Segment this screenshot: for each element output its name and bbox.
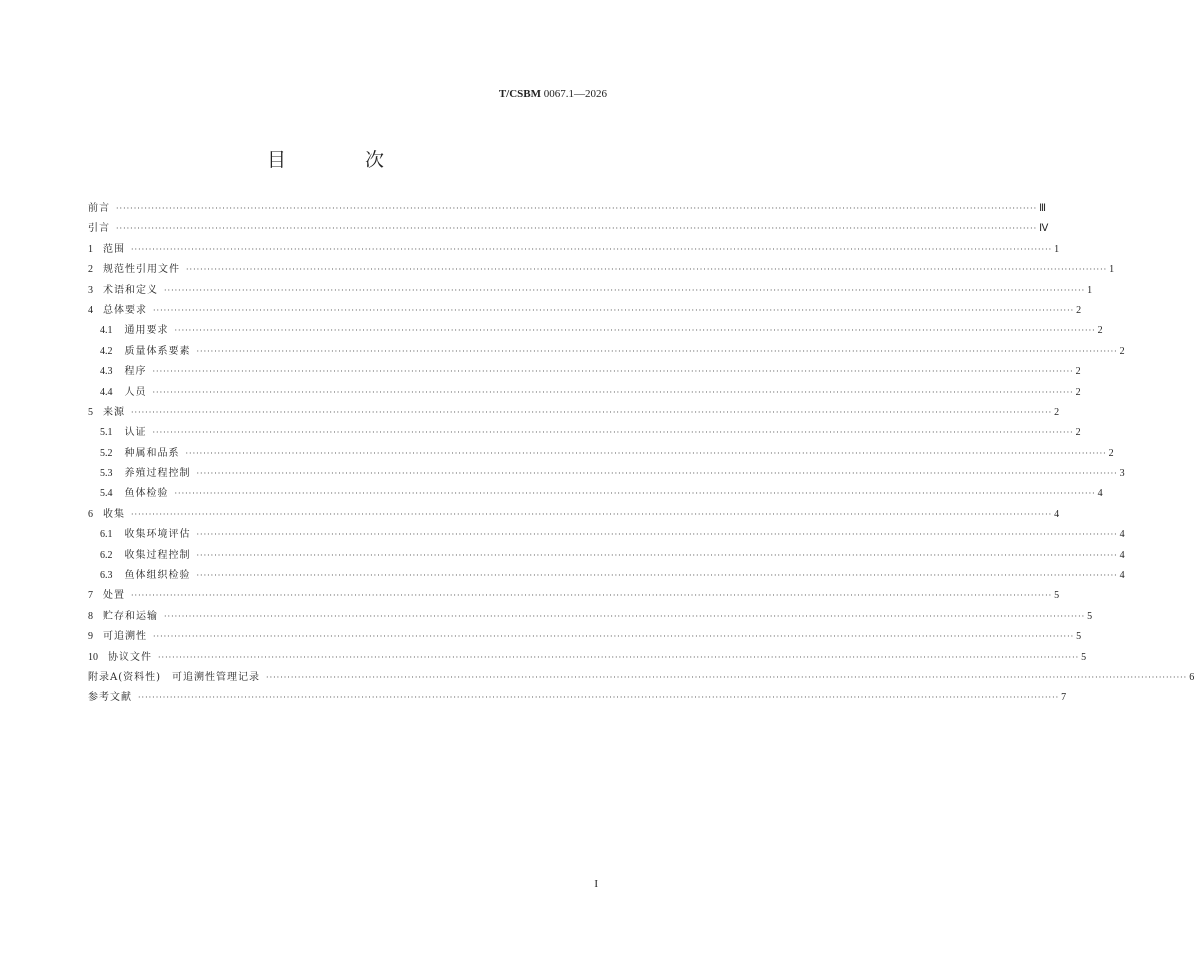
toc-entry-label: 来源 — [103, 406, 125, 418]
toc-entry-label: 前言 — [88, 203, 110, 214]
toc-leader-dots: ···································································································································································································································································· — [138, 693, 1060, 703]
toc-entry[interactable] — [88, 342, 1125, 362]
toc-leader-dots: ···································································································································································································································································· — [164, 611, 1086, 621]
toc-entry-page: 2 — [1076, 304, 1082, 316]
toc-entry-page: 5 — [1076, 631, 1082, 643]
toc-leader-dots: ···································································································································································································································································· — [196, 346, 1118, 356]
toc-entry[interactable] — [88, 301, 1082, 321]
toc-leader-dots: ···································································································································································································································································· — [152, 387, 1074, 397]
toc-entry-label: 附录A(资料性) 可追溯性管理记录 — [88, 671, 261, 683]
toc-entry-label: 范围 — [103, 243, 125, 255]
toc-entry-number: 5.2 — [100, 447, 113, 459]
toc-entry[interactable] — [88, 219, 1049, 239]
toc-entry-label: 处置 — [103, 590, 125, 602]
toc-leader-dots: ···································································································································································································································································· — [164, 285, 1086, 295]
toc-entry-page: 2 — [1054, 406, 1060, 418]
toc-entry-label: 引言 — [88, 223, 110, 235]
toc-entry-number: 4.3 — [100, 366, 113, 378]
toc-entry-label: 收集环境评估 — [124, 529, 191, 541]
toc-entry[interactable] — [88, 668, 1194, 688]
toc-entry[interactable] — [88, 321, 1103, 341]
toc-leader-dots: ···································································································································································································································································· — [153, 632, 1075, 642]
toc-entry-page: 4 — [1119, 549, 1125, 561]
toc-entry-number: 1 — [88, 243, 93, 255]
toc-entry[interactable] — [88, 648, 1087, 668]
toc-entry-label: 协议文件 — [108, 651, 152, 663]
toc-entry-label: 种属和品系 — [124, 447, 180, 459]
toc-entry-label: 贮存和运输 — [103, 610, 158, 622]
toc-entry[interactable] — [88, 525, 1125, 545]
standard-code-prefix: T/CSBM — [498, 88, 541, 100]
toc-leader-dots: ···································································································································································································································································· — [131, 509, 1053, 519]
toc-entry-label: 可追溯性 — [103, 631, 147, 643]
toc-leader-dots: ···································································································································································································································································· — [185, 448, 1107, 458]
toc-entry[interactable] — [88, 484, 1103, 504]
toc-entry[interactable] — [88, 627, 1082, 647]
toc-entry-page: Ⅳ — [1039, 223, 1049, 235]
toc-entry-number: 5 — [88, 406, 93, 418]
toc-entry-label: 鱼体检验 — [124, 488, 169, 500]
toc-entry-page: 5 — [1054, 590, 1060, 602]
toc-entry-number: 4.2 — [100, 345, 113, 357]
toc-entry-label: 收集过程控制 — [124, 549, 191, 561]
toc-entry-page: 6 — [1189, 671, 1194, 683]
toc-entry[interactable] — [88, 362, 1081, 382]
toc-leader-dots: ···································································································································································································································································· — [196, 571, 1118, 581]
toc-leader-dots: ···································································································································································································································································· — [174, 489, 1096, 499]
toc-entry-page: 2 — [1075, 366, 1081, 378]
toc-entry-label: 总体要求 — [103, 304, 147, 316]
toc-entry-number: 4 — [88, 304, 93, 316]
toc-leader-dots: ···································································································································································································································································· — [153, 305, 1075, 315]
toc-entry-label: 认证 — [124, 427, 147, 439]
toc-entry[interactable] — [88, 688, 1067, 708]
toc-entry[interactable] — [88, 464, 1125, 484]
toc-entry-page: 1 — [1109, 264, 1115, 276]
toc-entry-page: 5 — [1087, 610, 1093, 622]
toc-entry-label: 鱼体组织检验 — [124, 570, 191, 582]
toc-entry-page: 2 — [1108, 447, 1114, 459]
toc-leader-dots: ···································································································································································································································································· — [174, 326, 1096, 336]
toc-entry-number: 9 — [88, 631, 93, 643]
toc-entry-number: 6 — [88, 508, 93, 520]
toc-entry-label: 术语和定义 — [103, 284, 158, 296]
toc-leader-dots: ···································································································································································································································································· — [266, 672, 1188, 682]
toc-entry-page: 7 — [1061, 692, 1067, 704]
toc-entry-number: 5.4 — [100, 488, 113, 500]
toc-entry-number: 2 — [88, 264, 93, 276]
toc-entry[interactable] — [88, 566, 1125, 586]
toc-entry-number: 4.1 — [100, 325, 113, 337]
toc-leader-dots: ···································································································································································································································································· — [196, 530, 1118, 540]
toc-leader-dots: ···································································································································································································································································· — [131, 591, 1053, 601]
toc-entry-number: 5.1 — [100, 427, 113, 439]
toc-entry[interactable] — [88, 546, 1125, 566]
toc-entry-number: 6.3 — [100, 570, 113, 582]
page-title: 目 次 — [266, 149, 414, 171]
toc-entry-page: 3 — [1119, 468, 1125, 480]
toc-entry[interactable] — [88, 260, 1115, 280]
toc-entry[interactable] — [88, 240, 1060, 260]
toc-entry-page: 4 — [1097, 488, 1103, 500]
toc-entry-label: 通用要求 — [124, 325, 169, 337]
toc-entry-number: 6.1 — [100, 529, 113, 541]
toc-leader-dots: ···································································································································································································································································· — [196, 469, 1118, 479]
toc-entry-page: 4 — [1054, 508, 1060, 520]
toc-leader-dots: ···································································································································································································································································· — [116, 224, 1038, 234]
toc-entry-page: 2 — [1097, 325, 1103, 337]
toc-entry-page: 2 — [1075, 427, 1081, 439]
toc-entry[interactable] — [88, 423, 1081, 443]
toc-entry[interactable] — [88, 199, 1047, 219]
toc-entry-number: 4.4 — [100, 386, 113, 398]
toc-leader-dots: ···································································································································································································································································· — [152, 367, 1074, 377]
toc-entry[interactable] — [88, 444, 1114, 464]
toc-entry-number: 5.3 — [100, 468, 113, 480]
toc-entry-number: 10 — [88, 651, 98, 663]
toc-entry-label: 养殖过程控制 — [124, 468, 191, 480]
toc-leader-dots: ···································································································································································································································································· — [116, 204, 1038, 213]
toc-entry-page: 1 — [1054, 243, 1060, 255]
toc-leader-dots: ···································································································································································································································································· — [196, 550, 1118, 560]
toc-entry-label: 程序 — [124, 366, 147, 378]
toc-entry[interactable] — [88, 607, 1093, 627]
toc-entry[interactable] — [88, 383, 1081, 403]
toc-entry-page: 5 — [1081, 651, 1087, 663]
toc-entry-page: 1 — [1087, 284, 1093, 296]
standard-code — [499, 88, 607, 100]
toc-entry-label: 收集 — [103, 508, 125, 520]
toc-entry-label: 规范性引用文件 — [103, 264, 180, 276]
toc-leader-dots: ···································································································································································································································································· — [186, 265, 1108, 275]
toc-entry[interactable] — [88, 403, 1060, 423]
toc-leader-dots: ···································································································································································································································································· — [158, 652, 1080, 662]
toc-entry-page: 4 — [1119, 570, 1125, 582]
toc-entry-label: 人员 — [124, 386, 147, 398]
footer-page-number: I — [594, 878, 598, 890]
toc-entry[interactable] — [88, 586, 1060, 606]
standard-code-number: 0067.1—2026 — [543, 88, 607, 100]
toc-leader-dots: ···································································································································································································································································· — [152, 428, 1074, 438]
toc-entry[interactable] — [88, 281, 1093, 301]
toc-leader-dots: ···································································································································································································································································· — [131, 407, 1053, 417]
toc-entry-label: 质量体系要素 — [124, 345, 191, 357]
toc-entry-page: Ⅲ — [1039, 203, 1047, 214]
toc-entry-label: 参考文献 — [88, 692, 132, 704]
toc-entry[interactable] — [88, 505, 1060, 525]
toc-entry-number: 6.2 — [100, 549, 113, 561]
toc-entry-number: 8 — [88, 610, 93, 622]
toc-leader-dots: ···································································································································································································································································· — [131, 244, 1053, 254]
toc-entry-page: 2 — [1119, 345, 1125, 357]
table-of-contents — [88, 199, 1194, 709]
toc-entry-page: 4 — [1119, 529, 1125, 541]
toc-entry-number: 3 — [88, 284, 93, 296]
toc-entry-number: 7 — [88, 590, 93, 602]
toc-entry-page: 2 — [1075, 386, 1081, 398]
